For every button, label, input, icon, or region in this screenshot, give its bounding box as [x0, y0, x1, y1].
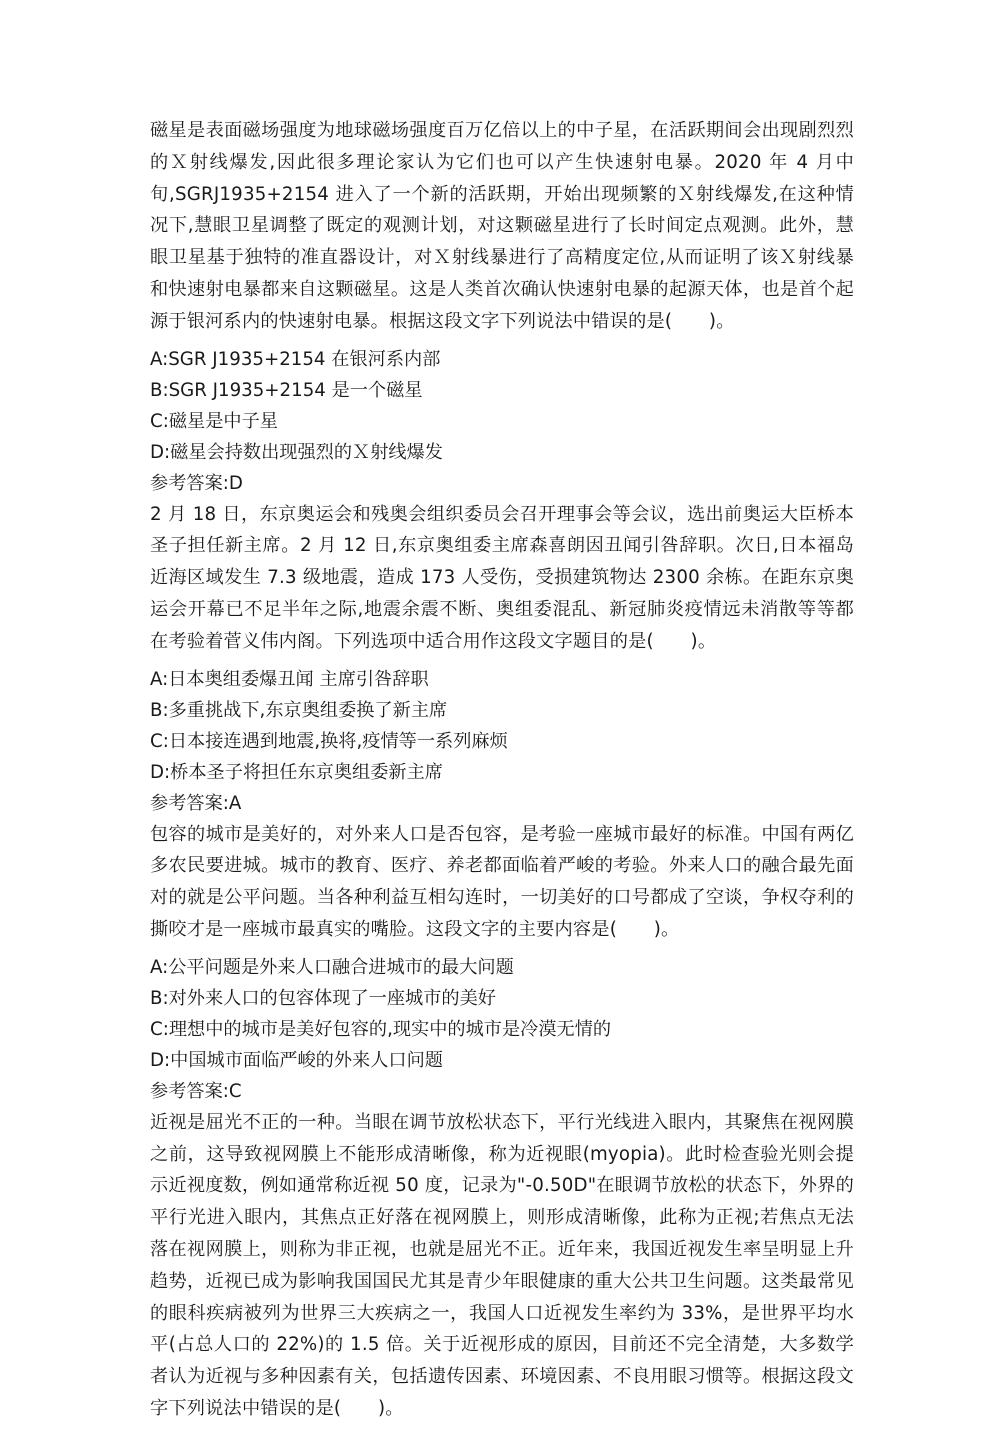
option-c: C:日本接连遇到地震,换将,疫情等一系列麻烦 — [150, 730, 508, 752]
option-c: C:理想中的城市是美好包容的,现实中的城市是冷漠无情的 — [150, 1018, 612, 1040]
document-page — [150, 115, 854, 1431]
question-3 — [150, 819, 854, 1107]
options-list — [150, 344, 854, 468]
option-c: C:磁星是中子星 — [150, 410, 278, 432]
option-a: A:公平问题是外来人口融合进城市的最大问题 — [150, 956, 514, 978]
question-stem: 2 月 18 日，东京奥运会和残奥会组织委员会召开理事会等会议，选出前奥运大臣桥本圣子担任新主席。2 月 12 日,东京奥组委主席森喜朗因丑闻引咎辞职。次日,日本福岛近海区域发生 7.3 级地震，造成 173 人受伤，受损建筑物达 2300 余栋。在距东京奥运会开幕已不足半年之际,地震余震不断、奥组委混乱、新冠肺炎疫情远未消散等等都在考验着菅义伟内阁。下列选项中适合用作这段文字题目的是( )。 — [150, 503, 854, 652]
option-d: D:桥本圣子将担任东京奥组委新主席 — [150, 761, 443, 783]
reference-answer: 参考答案:D — [150, 472, 243, 494]
option-d: D:磁星会持数出现强烈的Ｘ射线爆发 — [150, 441, 443, 463]
question-2 — [150, 499, 854, 819]
option-a: A:SGR J1935+2154 在银河系内部 — [150, 348, 441, 370]
option-b: B:SGR J1935+2154 是一个磁星 — [150, 379, 423, 401]
option-a: A:日本奥组委爆丑闻 主席引咎辞职 — [150, 668, 429, 690]
option-b: B:对外来人口的包容体现了一座城市的美好 — [150, 987, 496, 1009]
options-list — [150, 664, 854, 788]
option-d: D:中国城市面临严峻的外来人口问题 — [150, 1049, 443, 1071]
option-b: B:多重挑战下,东京奥组委换了新主席 — [150, 699, 448, 721]
reference-answer: 参考答案:C — [150, 1080, 242, 1102]
reference-answer: 参考答案:A — [150, 792, 242, 814]
question-4 — [150, 1107, 854, 1425]
question-stem: 近视是屈光不正的一种。当眼在调节放松状态下，平行光线进入眼内，其聚焦在视网膜之前，这导致视网膜上不能形成清晰像，称为近视眼(myopia)。此时检查验光则会提示近视度数，例如通常称近视 50 度，记录为"-0.50D"在眼调节放松的状态下，外界的平行光进入眼内，其焦点正好落在视网膜上，则形成清晰像，此称为正视;若焦点无法落在视网膜上，则称为非正视，也就是屈光不正。近年来，我国近视发生率呈明显上升趋势，近视已成为影响我国国民尤其是青少年眼健康的重大公共卫生问题。这类最常见的眼科疾病被列为世界三大疾病之一，我国人口近视发生率约为 33%，是世界平均水平(占总人口的 22%)的 1.5 倍。关于近视形成的原因，目前还不完全清楚，大多数学者认为近视与多种因素有关，包括遗传因素、环境因素、不良用眼习惯等。根据这段文字下列说法中错误的是( )。 — [150, 1111, 854, 1419]
question-stem: 包容的城市是美好的，对外来人口是否包容，是考验一座城市最好的标准。中国有两亿多农民要进城。城市的教育、医疗、养老都面临着严峻的考验。外来人口的融合最先面对的就是公平问题。当各种利益互相勾连时，一切美好的口号都成了空谈，争权夺利的撕咬才是一座城市最真实的嘴脸。这段文字的主要内容是( )。 — [150, 823, 854, 940]
question-stem: 磁星是表面磁场强度为地球磁场强度百万亿倍以上的中子星，在活跃期间会出现剧烈烈的Ｘ射线爆发,因此很多理论家认为它们也可以产生快速射电暴。2020 年 4 月中旬,SGRJ1935+2154 进入了一个新的活跃期，开始出现频繁的Ｘ射线爆发,在这种情况下,慧眼卫星调整了既定的观测计划，对这颗磁星进行了长时间定点观测。此外，慧眼卫星基于独特的准直器设计，对Ｘ射线暴进行了高精度定位,从而证明了该Ｘ射线暴和快速射电暴都来自这颗磁星。这是人类首次确认快速射电暴的起源天体，也是首个起源于银河系内的快速射电暴。根据这段文字下列说法中错误的是( )。 — [150, 120, 854, 332]
options-list — [150, 952, 854, 1076]
question-1 — [150, 115, 854, 499]
